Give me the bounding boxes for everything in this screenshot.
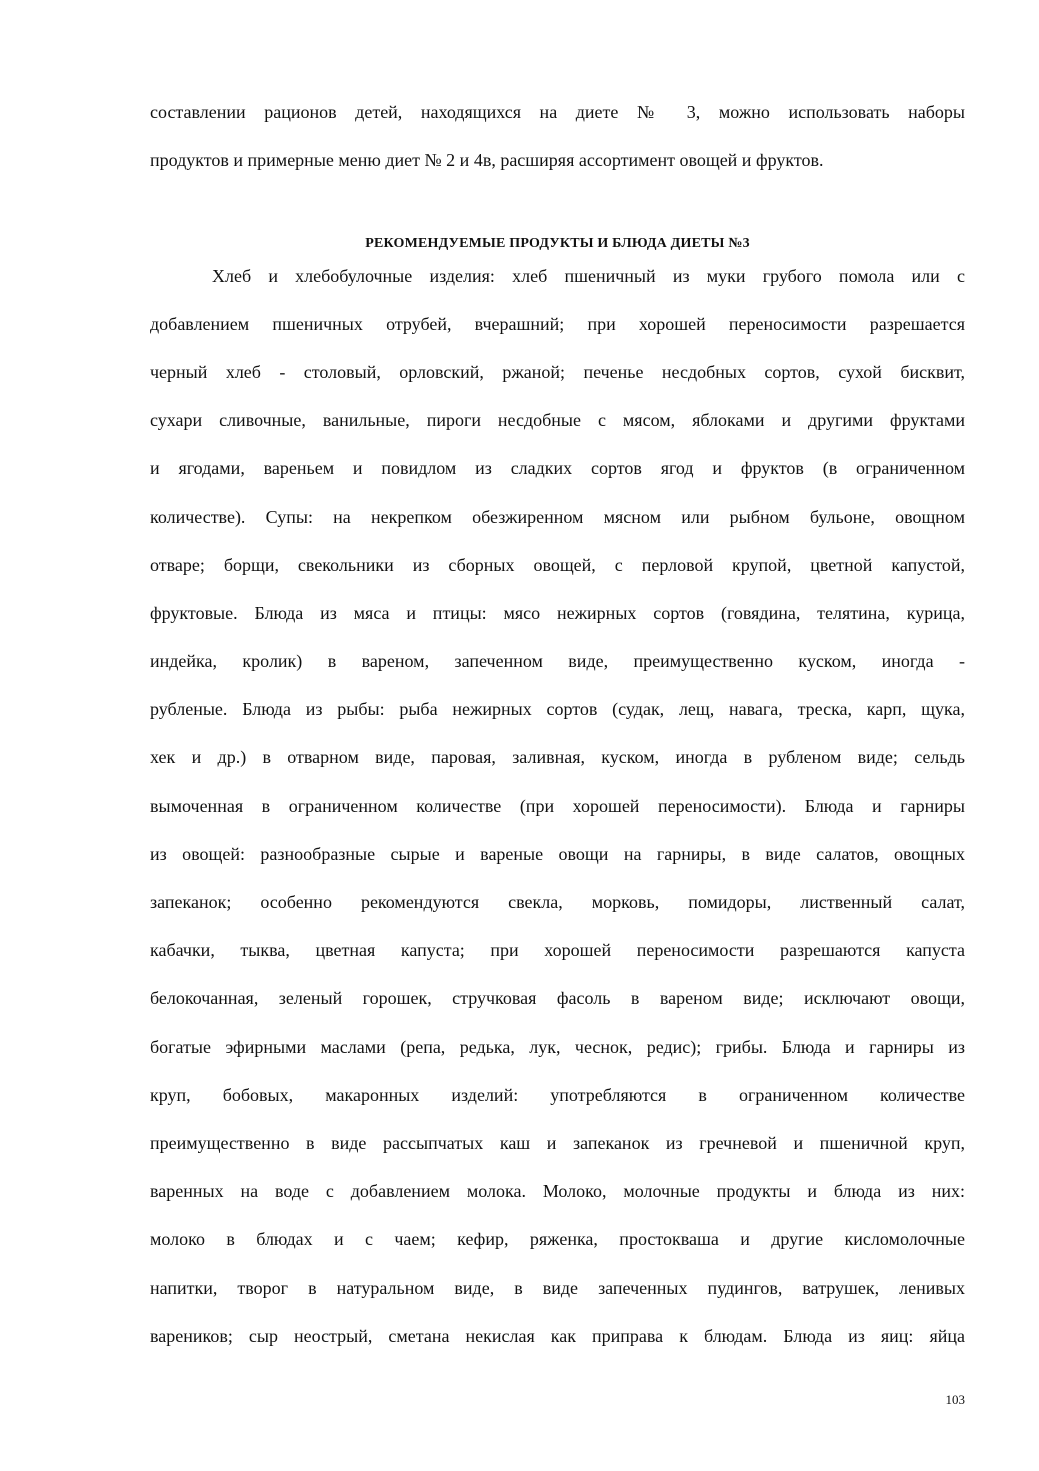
- paragraph-line: напитки, творог в натуральном виде, в виде запеченных пудингов, ватрушек, ленивых: [150, 1278, 965, 1298]
- paragraph-line: варенных на воде с добавлением молока. Молоко, молочные продукты и блюда из них:: [150, 1181, 965, 1201]
- paragraph-line: индейка, кролик) в вареном, запеченном виде, преимущественно куском, иногда -: [150, 651, 965, 671]
- paragraph-line: хек и др.) в отварном виде, паровая, заливная, куском, иногда в рубленом виде; сельдь: [150, 747, 965, 767]
- paragraph-line: круп, бобовых, макаронных изделий: употребляются в ограниченном количестве: [150, 1085, 965, 1105]
- paragraph-line: запеканок; особенно рекомендуются свекла, морковь, помидоры, лиственный салат,: [150, 892, 965, 912]
- paragraph-line: рубленые. Блюда из рыбы: рыба нежирных сортов (судак, лещ, навага, треска, карп, щука,: [150, 699, 965, 719]
- paragraph-line: количестве). Супы: на некрепком обезжиренном мясном или рыбном бульоне, овощном: [150, 507, 965, 527]
- paragraph-line: черный хлеб - столовый, орловский, ржаной; печенье несдобных сортов, сухой бисквит,: [150, 362, 965, 382]
- paragraph-line: белокочанная, зеленый горошек, стручковая фасоль в вареном виде; исключают овощи,: [150, 988, 965, 1008]
- paragraph-line: добавлением пшеничных отрубей, вчерашний; при хорошей переносимости разрешается: [150, 314, 965, 334]
- paragraph-line: фруктовые. Блюда из мяса и птицы: мясо нежирных сортов (говядина, телятина, курица,: [150, 603, 965, 623]
- section-heading: РЕКОМЕНДУЕМЫЕ ПРОДУКТЫ И БЛЮДА ДИЕТЫ №3: [365, 236, 750, 251]
- paragraph-line: и ягодами, вареньем и повидлом из сладких сортов ягод и фруктов (в ограниченном: [150, 458, 965, 478]
- paragraph-line: отваре; борщи, свекольники из сборных овощей, с перловой крупой, цветной капустой,: [150, 555, 965, 575]
- paragraph-line: из овощей: разнообразные сырые и вареные овощи на гарниры, в виде салатов, овощных: [150, 844, 965, 864]
- intro-line: составлении рационов детей, находящихся на диете № 3, можно использовать наборы: [150, 102, 965, 122]
- paragraph-line: кабачки, тыква, цветная капуста; при хорошей переносимости разрешаются капуста: [150, 940, 965, 960]
- paragraph-line: Хлеб и хлебобулочные изделия: хлеб пшеничный из муки грубого помола или с: [212, 266, 965, 286]
- paragraph-line: преимущественно в виде рассыпчатых каш и запеканок из гречневой и пшеничной круп,: [150, 1133, 965, 1153]
- page-number: 103: [945, 1392, 965, 1407]
- intro-line: продуктов и примерные меню диет № 2 и 4в, расширяя ассортимент овощей и фруктов.: [150, 150, 824, 170]
- paragraph-line: вареников; сыр неострый, сметана некислая как приправа к блюдам. Блюда из яиц: яйца: [150, 1326, 965, 1346]
- paragraph-line: вымоченная в ограниченном количестве (при хорошей переносимости). Блюда и гарниры: [150, 796, 965, 816]
- paragraph-line: сухари сливочные, ванильные, пироги несдобные с мясом, яблоками и другими фруктами: [150, 410, 965, 430]
- paragraph-line: молоко в блюдах и с чаем; кефир, ряженка, простокваша и другие кисломолочные: [150, 1229, 965, 1249]
- paragraph-line: богатые эфирными маслами (репа, редька, лук, чеснок, редис); грибы. Блюда и гарниры из: [150, 1037, 965, 1057]
